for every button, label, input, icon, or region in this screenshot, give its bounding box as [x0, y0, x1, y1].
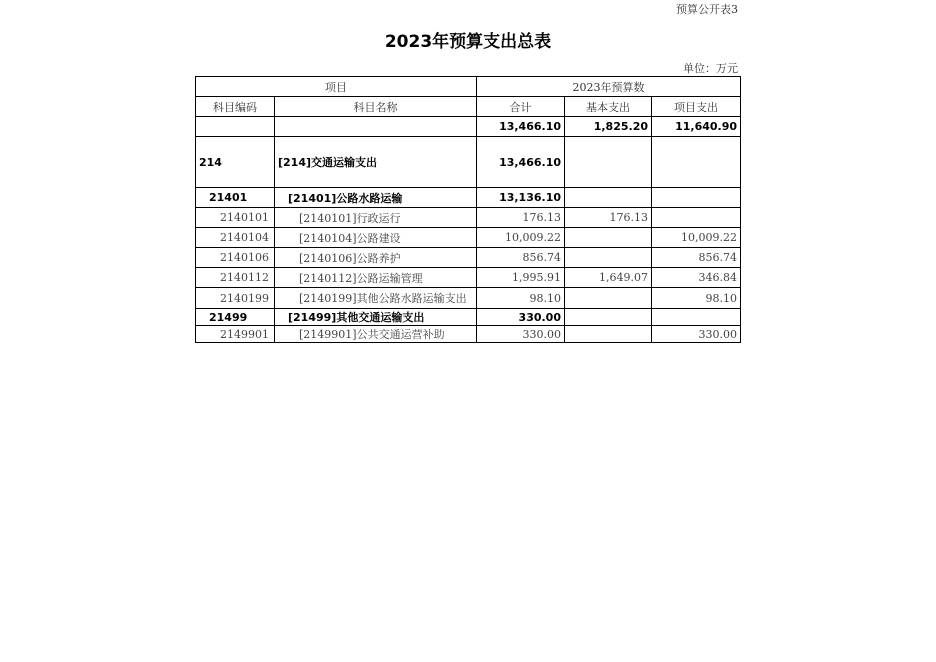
table-row: [196, 288, 741, 309]
row-total: 330.00: [477, 309, 565, 326]
header-item-group: 项目: [196, 77, 477, 97]
row-project: [652, 137, 741, 188]
row-name: [214]交通运输支出: [275, 137, 477, 188]
totals-project: 11,640.90: [652, 117, 741, 137]
row-total: 13,466.10: [477, 137, 565, 188]
table-row: [196, 309, 741, 326]
row-project: [652, 188, 741, 208]
row-basic: [565, 188, 652, 208]
page-title: 2023年预算支出总表: [384, 32, 552, 52]
row-code: 21499: [196, 309, 275, 326]
row-total: 13,136.10: [477, 188, 565, 208]
row-name: [2140104]公路建设: [275, 228, 477, 248]
header-budget-group: 2023年预算数: [477, 77, 741, 97]
table-row: [196, 228, 741, 248]
row-basic: [565, 326, 652, 343]
row-total: 98.10: [477, 288, 565, 309]
table-row: [196, 268, 741, 288]
row-project: [652, 208, 741, 228]
row-basic: [565, 248, 652, 268]
unit-label: 单位：万元: [683, 62, 738, 75]
row-total: 1,995.91: [477, 268, 565, 288]
table-row: [196, 326, 741, 343]
row-code: 21401: [196, 188, 275, 208]
header-code: 科目编码: [196, 97, 275, 117]
row-name: [2149901]公共交通运营补助: [275, 326, 477, 343]
row-code: 2140112: [196, 268, 275, 288]
header-project: 项目支出: [652, 97, 741, 117]
budget-table: [195, 76, 741, 343]
header-name: 科目名称: [275, 97, 477, 117]
row-basic: [565, 137, 652, 188]
table-row: [196, 208, 741, 228]
row-name: [21499]其他交通运输支出: [275, 309, 477, 326]
row-total: 856.74: [477, 248, 565, 268]
totals-name: [275, 117, 477, 137]
table-row: [196, 188, 741, 208]
row-name: [2140199]其他公路水路运输支出: [275, 288, 477, 309]
header-basic: 基本支出: [565, 97, 652, 117]
row-total: 330.00: [477, 326, 565, 343]
row-code: 2149901: [196, 326, 275, 343]
table-row: [196, 137, 741, 188]
row-total: 176.13: [477, 208, 565, 228]
header-total: 合计: [477, 97, 565, 117]
row-basic: [565, 288, 652, 309]
row-project: 330.00: [652, 326, 741, 343]
row-code: 2140199: [196, 288, 275, 309]
row-project: 856.74: [652, 248, 741, 268]
row-basic: [565, 309, 652, 326]
row-name: [2140112]公路运输管理: [275, 268, 477, 288]
table-row: [196, 248, 741, 268]
totals-row: [196, 117, 741, 137]
row-project: 98.10: [652, 288, 741, 309]
form-number: 预算公开表3: [676, 3, 738, 16]
row-basic: [565, 228, 652, 248]
row-project: 10,009.22: [652, 228, 741, 248]
row-total: 10,009.22: [477, 228, 565, 248]
row-name: [2140106]公路养护: [275, 248, 477, 268]
row-name: [21401]公路水路运输: [275, 188, 477, 208]
totals-basic: 1,825.20: [565, 117, 652, 137]
row-code: 214: [196, 137, 275, 188]
row-basic: 176.13: [565, 208, 652, 228]
row-code: 2140106: [196, 248, 275, 268]
row-project: 346.84: [652, 268, 741, 288]
row-name: [2140101]行政运行: [275, 208, 477, 228]
row-basic: 1,649.07: [565, 268, 652, 288]
row-code: 2140101: [196, 208, 275, 228]
row-project: [652, 309, 741, 326]
row-code: 2140104: [196, 228, 275, 248]
totals-total: 13,466.10: [477, 117, 565, 137]
totals-code: [196, 117, 275, 137]
